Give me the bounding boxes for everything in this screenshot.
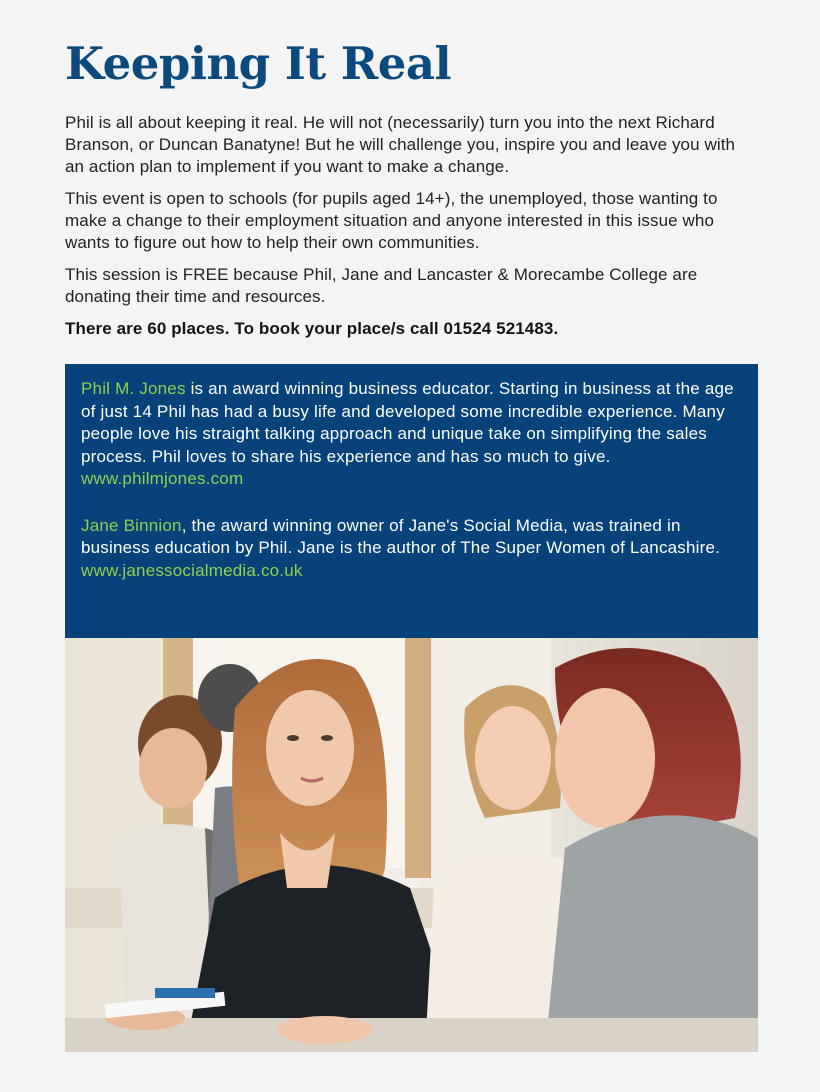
bio-name-phil: Phil M. Jones	[81, 379, 186, 398]
bio-jane	[81, 515, 742, 583]
page-content	[65, 36, 758, 350]
page-title: Keeping It Real	[65, 37, 452, 90]
intro-paragraph: Phil is all about keeping it real. He will not (necessarily) turn you into the next Richard Branson, or Duncan Banatyne! But he will challenge you, inspire you and leave you with an action plan to implement if you want to make a change.	[65, 113, 736, 176]
students-photo-illustration	[65, 638, 758, 1052]
bio-text-jane: , the award winning owner of Jane's Social Media, was trained in business education by Phil. Jane is the author of The Super Women of Lancashire.	[81, 515, 721, 557]
speaker-bios-box	[65, 364, 758, 638]
booking-info: There are 60 places. To book your place/s call 01524 521483.	[65, 319, 559, 338]
link-philmjones[interactable]: www.philmjones.com	[81, 469, 244, 488]
bio-text-phil: is an award winning business educator. Starting in business at the age of just 14 Phil has had a busy life and developed some incredible experience. Many people love his straight talking approach and unique take on simplifying the sales process. Phil loves to share his experience and has so much to give.	[81, 379, 734, 466]
eligibility-paragraph: This event is open to schools (for pupils aged 14+), the unemployed, those wanting to make a change to their employment situation and anyone interested in this issue who wants to figure out how to help their own communities.	[65, 189, 718, 252]
link-janessocialmedia[interactable]: www.janessocialmedia.co.uk	[81, 560, 303, 580]
bio-name-jane: Jane Binnion	[81, 515, 182, 535]
students-photo	[65, 638, 758, 1052]
bio-phil	[81, 378, 742, 491]
free-session-paragraph: This session is FREE because Phil, Jane and Lancaster & Morecambe College are donating their time and resources.	[65, 265, 698, 306]
